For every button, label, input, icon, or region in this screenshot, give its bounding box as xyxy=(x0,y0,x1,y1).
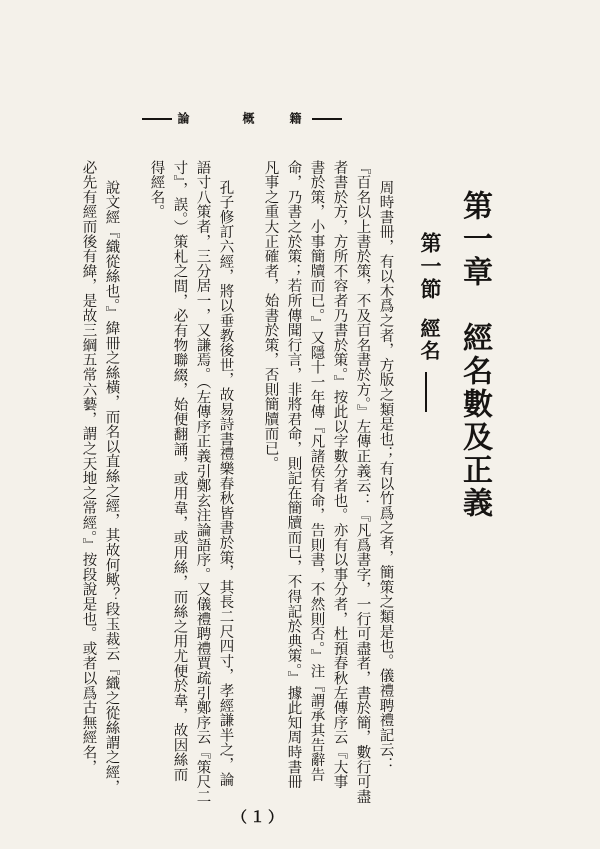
subsection-dash xyxy=(425,372,427,412)
subsection-title: 經名 xyxy=(417,318,441,362)
page-number: （１） xyxy=(232,808,287,826)
text-column-11: 說文經『織從絲也。』緯冊之絲橫，而名以直絲之經，其故何歟？段玉裁云『織之從絲謂之經， xyxy=(103,180,120,795)
text-column-7: 孔子修訂六經，將以垂教後世，故易詩書禮樂春秋皆書於策，其長二尺四寸，孝經謙半之，論 xyxy=(217,180,234,787)
header-rule-left xyxy=(142,118,172,120)
text-column-3: 者書於方，方所不容者乃書於策。』按此以字數分者也。亦有以事分者，杜預春秋左傳序云『大事 xyxy=(331,160,348,790)
running-header-ji: 籍 xyxy=(288,112,302,126)
running-header-gai: 概 xyxy=(241,112,255,126)
text-column-4: 書於策，小事簡牘而已。』又隱十一年傳『凡諸侯有命，告則書，不然則否。』注『謂承其告辭告 xyxy=(308,160,325,782)
text-column-9: 寸』，誤。）策札之間，必有物聯綴，始便翻誦，或用韋，或用絲，而絲之用尤便於韋，故因絲而 xyxy=(171,160,188,782)
text-column-10: 得經名。 xyxy=(148,160,165,220)
text-column-1: 周時書冊，有以木爲之者，方版之類是也；有以竹爲之者，簡策之類是也。儀禮聘禮記云： xyxy=(377,180,394,772)
text-column-2: 『百名以上書於策，不及百名書於方。』左傳正義云：『凡爲書字，一行可盡者，書於簡，數行可盡 xyxy=(354,160,371,804)
text-column-12: 必先有經而後有緯，是故三綱五常六藝，謂之天地之常經。』按段說是也。或者以爲古無經名， xyxy=(80,160,97,775)
section-title: 第一節 xyxy=(418,232,443,301)
header-rule-right xyxy=(312,118,342,120)
text-column-6: 凡事之重大正確者，始書於策，否則簡牘而已。 xyxy=(262,160,279,471)
text-column-5: 命，乃書之於策；若所傳聞行言，非將君命，則記在簡牘而已，不得記於典策。』據此知周時書冊 xyxy=(285,160,302,790)
running-header-lun: 論 xyxy=(176,112,190,126)
text-column-8: 語寸八策者，三分居一，又謙焉。（左傳序正義引鄭玄注論語序。又儀禮聘禮賈疏引鄭序云『策尺二 xyxy=(194,160,211,804)
chapter-title: 第一章 經名數及正義 xyxy=(457,190,492,520)
